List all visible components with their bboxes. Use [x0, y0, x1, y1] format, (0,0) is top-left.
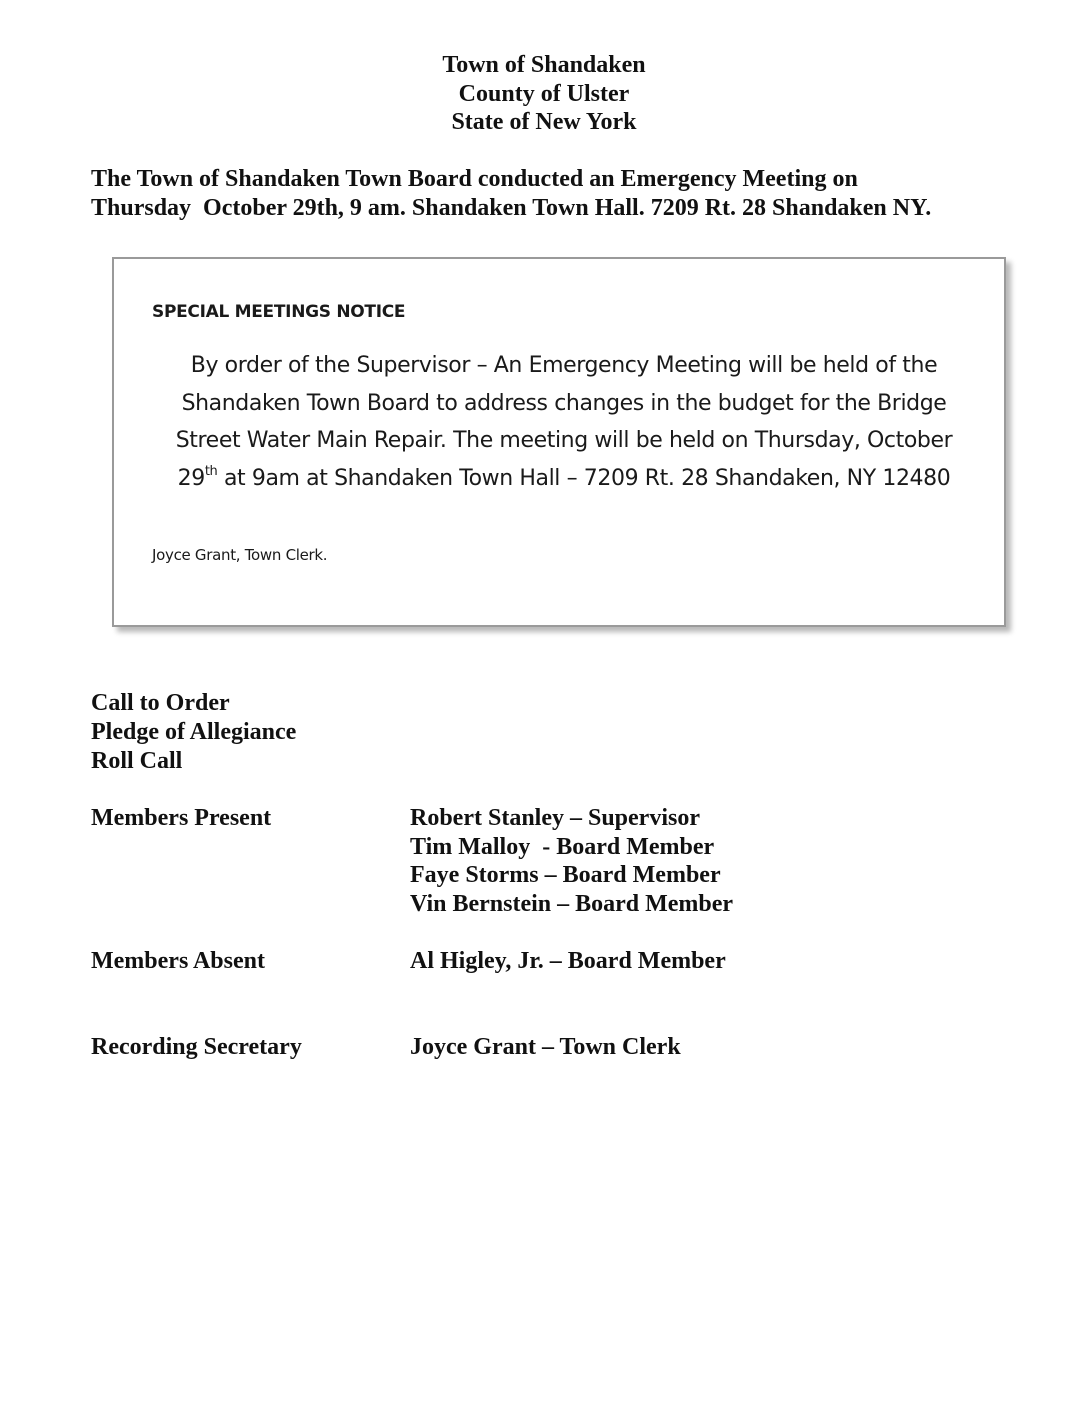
members-present-list	[410, 804, 733, 918]
secretary-name: Joyce Grant – Town Clerk	[410, 1034, 681, 1060]
member-name: Vin Bernstein – Board Member	[410, 890, 734, 917]
special-meetings-notice	[112, 257, 1006, 627]
agenda-list	[91, 689, 296, 776]
agenda-item: Roll Call	[91, 748, 183, 774]
member-name: Robert Stanley – Supervisor	[410, 805, 700, 831]
notice-title: SPECIAL MEETINGS NOTICE	[152, 302, 406, 322]
date-day: 29	[177, 465, 205, 491]
agenda-item: Call to Order	[91, 690, 230, 716]
member-name: Tim Malloy - Board Member	[410, 833, 715, 860]
document-heading	[0, 51, 1088, 137]
date-location: at 9am at Shandaken Town Hall – 7209 Rt. 28 Shandaken, NY 12480	[217, 465, 951, 491]
notice-line: Street Water Main Repair. The meeting will be held on Thursday, October	[175, 428, 953, 453]
notice-signature: Joyce Grant, Town Clerk.	[152, 546, 328, 564]
member-name: Al Higley, Jr. – Board Member	[410, 948, 726, 974]
recording-secretary-label: Recording Secretary	[91, 1034, 302, 1060]
heading-county: County of Ulster	[458, 80, 630, 107]
intro-line: Thursday October 29th, 9 am. Shandaken Town Hall. 7209 Rt. 28 Shandaken NY.	[91, 195, 932, 221]
notice-line-date	[134, 460, 994, 498]
meeting-intro	[91, 165, 1051, 223]
members-absent-list	[410, 947, 726, 976]
recording-secretary-list	[410, 1033, 681, 1062]
heading-state: State of New York	[451, 109, 637, 135]
heading-town: Town of Shandaken	[442, 52, 646, 78]
members-absent-label: Members Absent	[91, 948, 265, 974]
members-present-label: Members Present	[91, 805, 272, 831]
notice-line: Shandaken Town Board to address changes in the budget for the Bridge	[181, 390, 947, 416]
member-name: Faye Storms – Board Member	[410, 862, 721, 888]
agenda-item: Pledge of Allegiance	[91, 719, 297, 745]
notice-line: By order of the Supervisor – An Emergency Meeting will be held of the	[190, 353, 938, 378]
notice-body	[134, 347, 994, 497]
intro-line: The Town of Shandaken Town Board conducted an Emergency Meeting on	[91, 166, 858, 192]
date-ordinal: th	[204, 463, 218, 479]
